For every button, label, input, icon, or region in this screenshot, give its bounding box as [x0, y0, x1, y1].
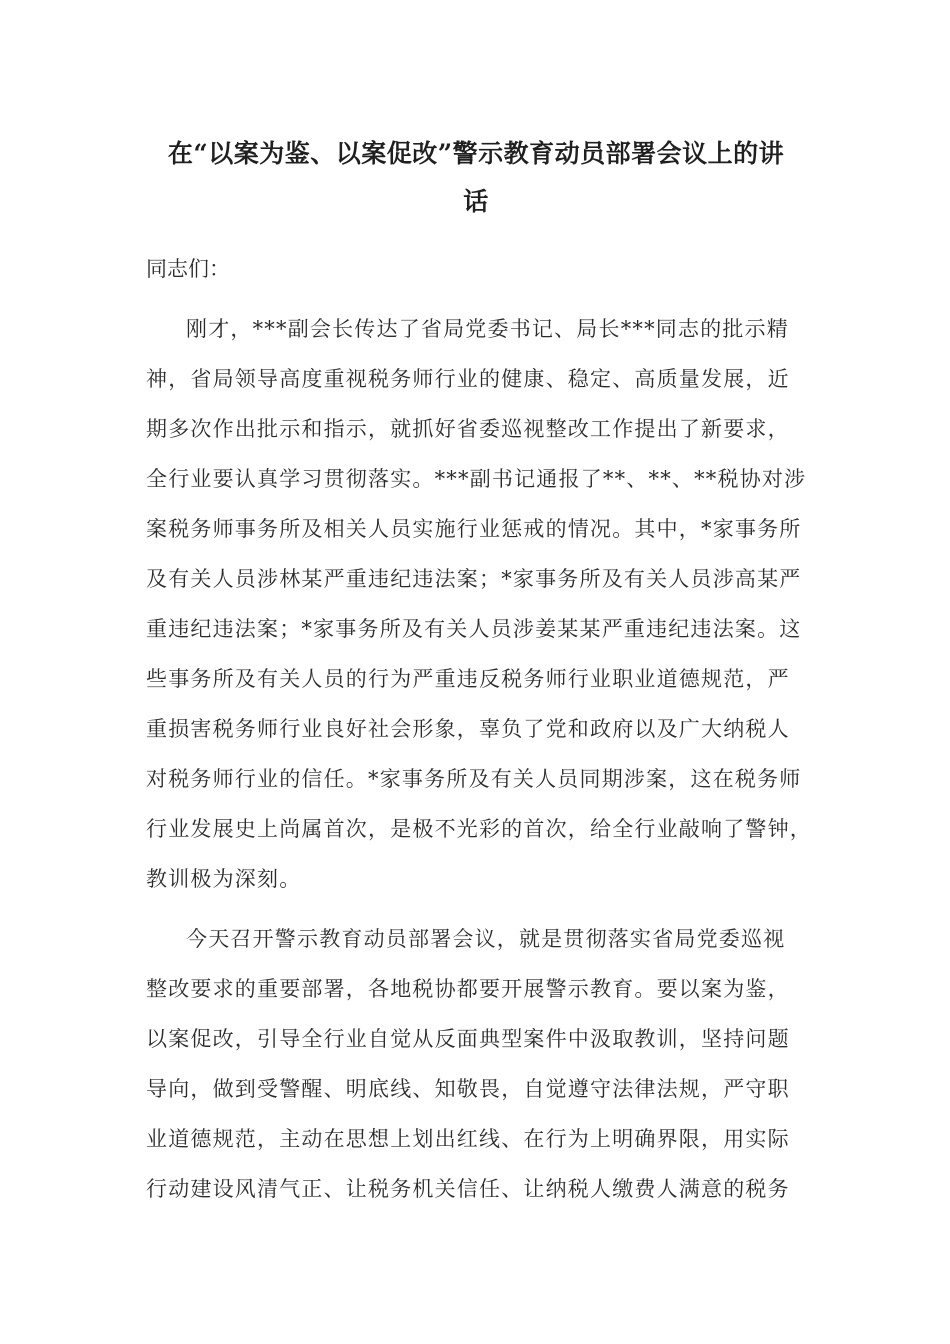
paragraph-line: 业道德规范，主动在思想上划出红线、在行为上明确界限，用实际 — [146, 1127, 790, 1151]
paragraph-line: 重损害税务师行业良好社会形象，辜负了党和政府以及广大纳税人 — [146, 717, 790, 741]
paragraph-line: 导向，做到受警醒、明底线、知敬畏，自觉遵守法律法规，严守职 — [146, 1077, 790, 1101]
paragraph-line: 对税务师行业的信任。*家事务所及有关人员同期涉案，这在税务师 — [146, 767, 802, 791]
paragraph-line: 教训极为深刻。 — [146, 867, 302, 891]
paragraph-line: 些事务所及有关人员的行为严重违反税务师行业职业道德规范，严 — [146, 667, 790, 691]
paragraph-line: 期多次作出批示和指示，就抓好省委巡视整改工作提出了新要求， — [146, 417, 790, 441]
paragraph-line: 案税务师事务所及相关人员实施行业惩戒的情况。其中，*家事务所 — [146, 517, 802, 541]
document-title-line-2: 话 — [463, 187, 489, 216]
paragraph-line: 行动建设风清气正、让税务机关信任、让纳税人缴费人满意的税务 — [146, 1177, 790, 1201]
paragraph-line: 及有关人员涉林某严重违纪违法案；*家事务所及有关人员涉高某严 — [146, 567, 802, 591]
paragraph-line: 整改要求的重要部署，各地税协都要开展警示教育。要以案为鉴， — [146, 977, 790, 1001]
document-title-line-1: 在“以案为鉴、以案促改”警示教育动员部署会议上的讲 — [167, 139, 785, 168]
paragraph-line: 今天召开警示教育动员部署会议，就是贯彻落实省局党委巡视 — [186, 927, 786, 951]
salutation: 同志们： — [146, 257, 230, 281]
paragraph-line: 以案促改，引导全行业自觉从反面典型案件中汲取教训，坚持问题 — [146, 1027, 790, 1051]
paragraph-line: 神，省局领导高度重视税务师行业的健康、稳定、高质量发展，近 — [146, 367, 790, 391]
paragraph-line: 行业发展史上尚属首次，是极不光彩的首次，给全行业敲响了警钟， — [146, 817, 812, 841]
paragraph-line: 全行业要认真学习贯彻落实。***副书记通报了**、**、**税协对涉 — [146, 467, 807, 491]
paragraph-line: 刚才，***副会长传达了省局党委书记、局长***同志的批示精 — [186, 317, 789, 341]
paragraph-line: 重违纪违法案；*家事务所及有关人员涉姜某某严重违纪违法案。这 — [146, 617, 802, 641]
